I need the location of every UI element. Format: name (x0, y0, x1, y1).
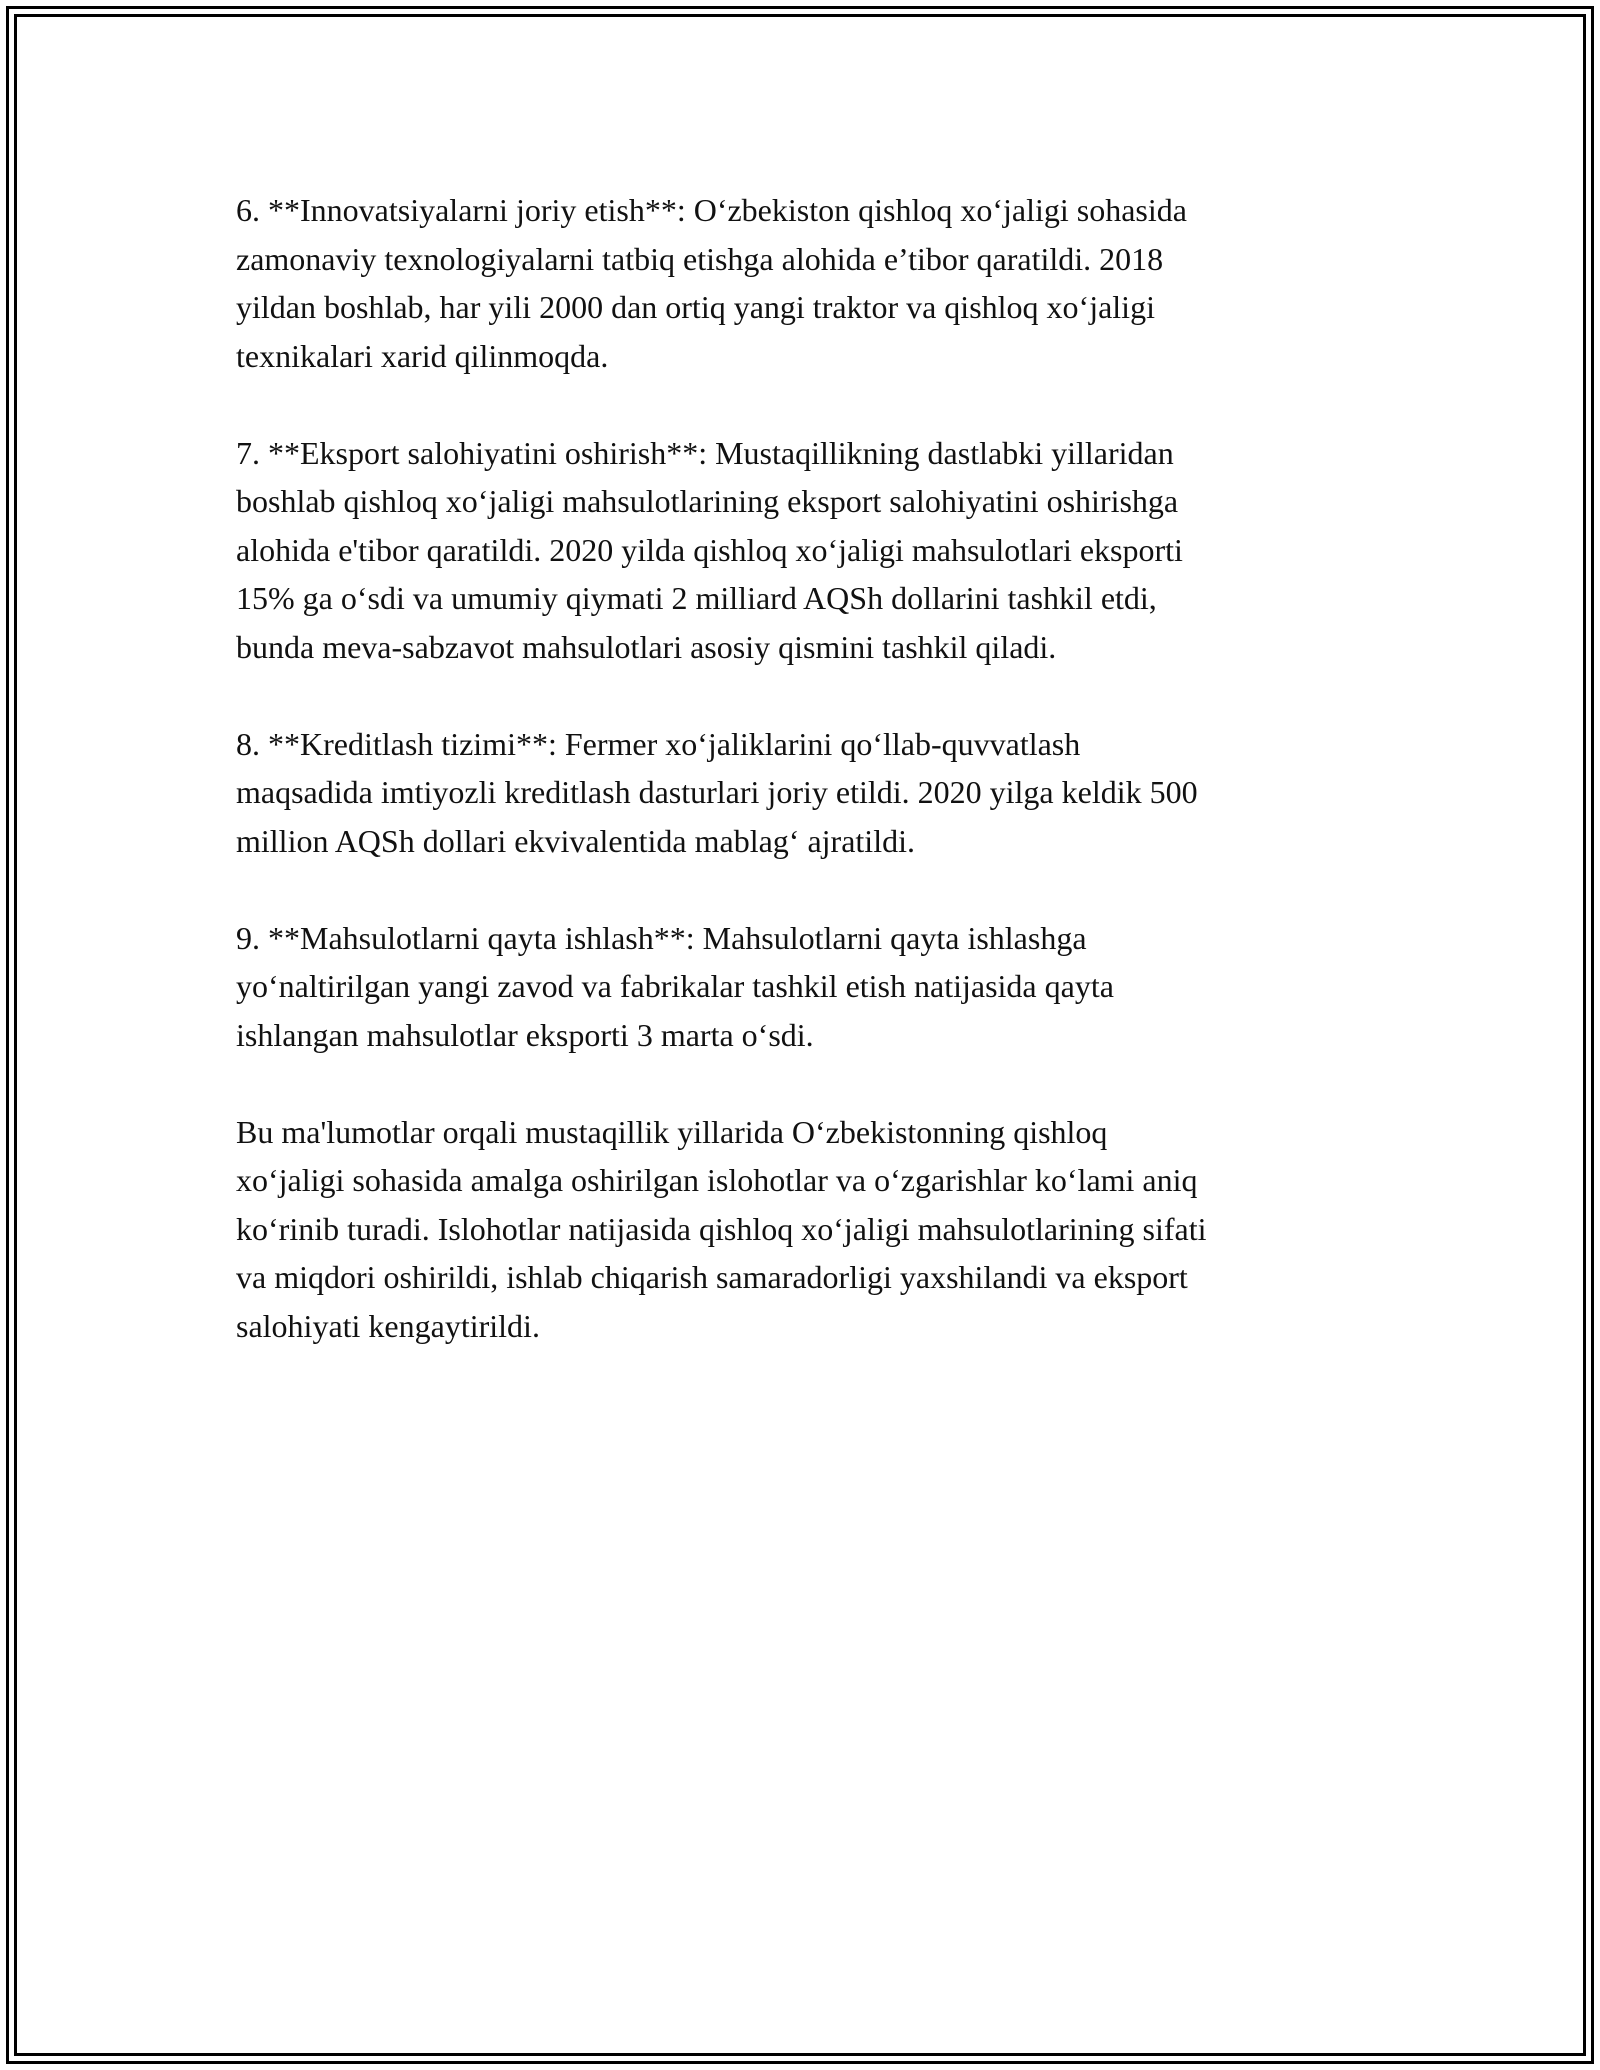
document-body (236, 186, 1366, 1350)
paragraph-innovations: 6. **Innovatsiyalarni joriy etish**: O‘zbekiston qishloq xo‘jaligi sohasida zamonaviy texnologiyalarni tatbiq etishga alohida e’tibor qaratildi. 2018 yildan boshlab, har yili 2000 dan ortiq yangi traktor va qishloq xo‘jaligi texnikalari xarid qilinmoqda. (236, 192, 1187, 374)
paragraph-credit-system: 8. **Kreditlash tizimi**: Fermer xo‘jaliklarini qo‘llab-quvvatlash maqsadida imtiyozli kreditlash dasturlari joriy etildi. 2020 yilga keldik 500 million AQSh dollari ekvivalentida mablag‘ ajratildi. (236, 725, 1198, 859)
paragraph-export-potential: 7. **Eksport salohiyatini oshirish**: Mustaqillikning dastlabki yillaridan boshlab qishloq xo‘jaligi mahsulotlarining eksport salohiyatini oshirishga alohida e'tibor qaratildi. 2020 yilda qishloq xo‘jaligi mahsulotlari eksporti 15% ga o‘sdi va umumiy qiymati 2 milliard AQSh dollarini tashkil etdi, bunda meva-sabzavot mahsulotlari asosiy qismini tashkil qiladi. (236, 434, 1183, 665)
paragraph-product-processing: 9. **Mahsulotlarni qayta ishlash**: Mahsulotlarni qayta ishlashga yo‘naltirilgan yangi zavod va fabrikalar tashkil etish natijasida qayta ishlangan mahsulotlar eksporti 3 marta o‘sdi. (236, 919, 1114, 1053)
paragraph-conclusion: Bu ma'lumotlar orqali mustaqillik yillarida O‘zbekistonning qishloq xo‘jaligi sohasida amalga oshirilgan islohotlar va o‘zgarishlar ko‘lami aniq ko‘rinib turadi. Islohotlar natijasida qishloq xo‘jaligi mahsulotlarining sifati va miqdori oshirildi, ishlab chiqarish samaradorligi yaxshilandi va eksport salohiyati kengaytirildi. (236, 1113, 1207, 1344)
